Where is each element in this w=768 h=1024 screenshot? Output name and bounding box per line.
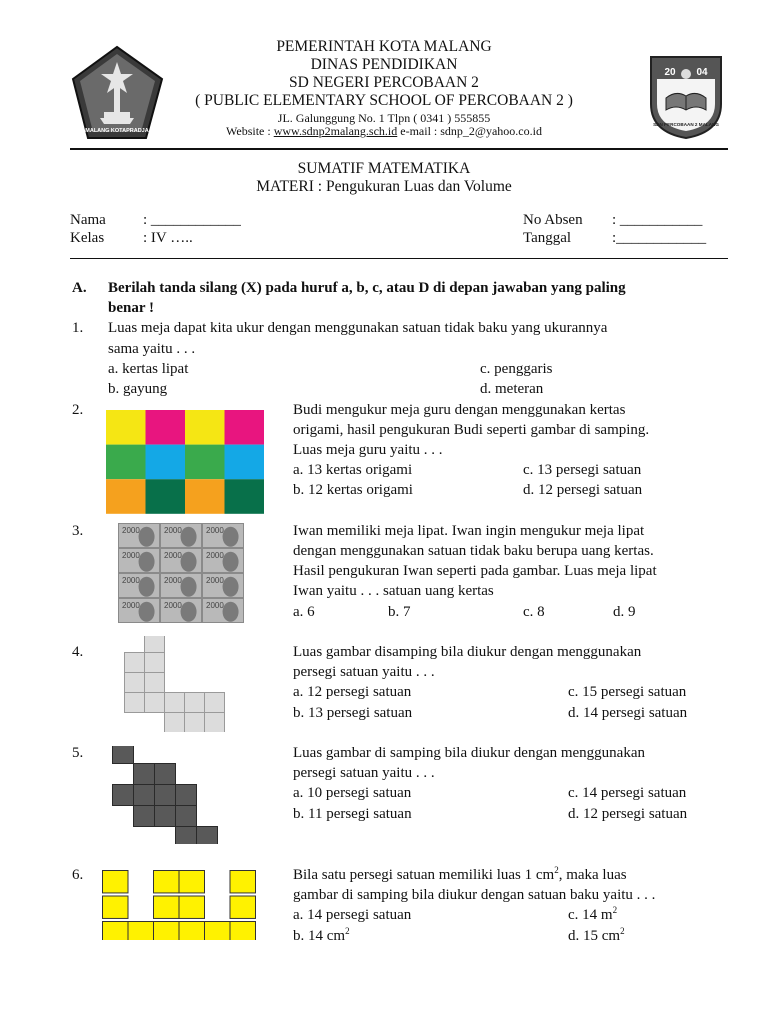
unit-square [154,896,180,918]
unit-square [134,785,155,806]
unit-square [113,785,134,806]
banknote-value: 2000 [122,601,140,610]
left-logo-caption: MALANG KOTAPRADJA [85,128,149,134]
origami-paper [146,445,186,480]
q4-option-a[interactable]: a. 12 persegi satuan [293,684,412,700]
unit-square [230,922,256,941]
banknote-portrait [139,602,155,622]
q3-number: 3. [72,523,84,539]
unit-square [154,871,180,893]
unit-square [145,693,165,713]
absen-field[interactable]: : ___________ [612,212,703,228]
unit-square [185,713,205,733]
q5-text-1: Luas gambar di samping bila diukur dengan menggunakan [293,745,645,761]
unit-square [176,827,197,845]
q6-text-1 [293,865,627,886]
unit-square [176,806,197,827]
q6-option-a[interactable]: a. 14 persegi satuan [293,907,412,923]
tanggal-field[interactable]: :____________ [612,230,707,246]
absen-label: No Absen [523,212,583,228]
q2-option-c[interactable]: c. 13 persegi satuan [523,462,642,478]
header-gov: PEMERINTAH KOTA MALANG [276,38,492,55]
q5-number: 5. [72,745,84,761]
q5-option-d[interactable]: d. 12 persegi satuan [568,806,688,822]
unit-square [205,693,225,713]
q5-option-c[interactable]: c. 14 persegi satuan [568,785,687,801]
origami-paper [106,479,146,514]
unit-square [128,922,154,941]
unit-square [113,746,134,764]
origami-paper [146,479,186,514]
unit-square [145,673,165,693]
banknote-portrait [139,552,155,572]
section-instruction-2: benar ! [108,300,154,316]
banknote-portrait [223,577,239,597]
unit-square [165,693,185,713]
unit-square [230,896,256,918]
unit-square [125,673,145,693]
q3-text-1: Iwan memiliki meja lipat. Iwan ingin mengukur meja lipat [293,523,645,539]
light-gray-shape-figure [124,636,230,732]
q6-option-b-sup: 2 [345,926,350,936]
q4-option-c[interactable]: c. 15 persegi satuan [568,684,687,700]
origami-paper [185,479,225,514]
q3-option-b[interactable]: b. 7 [388,604,411,620]
form-divider [70,258,728,259]
unit-square [103,922,129,941]
unit-square [179,922,205,941]
unit-square [125,653,145,673]
unit-square [154,922,180,941]
unit-square [230,871,256,893]
q3-text-2: dengan menggunakan satuan tidak baku berupa uang kertas. [293,543,654,559]
unit-square [103,871,129,893]
q6-option-c-sup: 2 [612,905,618,915]
banknote-portrait [223,552,239,572]
origami-paper [225,445,265,480]
banknote-value: 2000 [206,526,224,535]
q6-option-c-text: c. 14 m [568,907,613,923]
unit-square [145,653,165,673]
q1-option-d[interactable]: d. meteran [480,381,544,397]
origami-grid-figure [106,410,264,514]
unit-square [205,713,225,733]
logo-year-left: 20 [664,67,676,78]
q6-text-1-main: Bila satu persegi satuan memiliki luas 1 cm [293,867,555,883]
q1-text-2: sama yaitu . . . [108,341,196,357]
unit-square [205,922,231,941]
origami-paper [185,445,225,480]
yellow-shape-figure [102,870,258,940]
banknote-portrait [223,527,239,547]
nama-label: Nama [70,212,106,228]
banknote-value: 2000 [122,551,140,560]
header-divider [70,148,728,150]
q3-text-4: Iwan yaitu . . . satuan uang kertas [293,583,494,599]
q3-option-d[interactable]: d. 9 [613,604,636,620]
unit-square [145,636,165,653]
unit-square [176,785,197,806]
website-link[interactable]: www.sdnp2malang.sch.id [273,124,398,138]
q2-text-2: origami, hasil pengukuran Budi seperti gambar di samping. [293,422,650,438]
tanggal-label: Tanggal [523,230,572,246]
exam-title: SUMATIF MATEMATIKA [297,160,471,177]
banknote-portrait [181,577,197,597]
header-school-en: ( PUBLIC ELEMENTARY SCHOOL OF PERCOBAAN 2 ) [195,92,573,109]
unit-square [103,896,129,918]
unit-square [134,806,155,827]
banknote-value: 2000 [206,601,224,610]
unit-square [185,693,205,713]
unit-square [134,764,155,785]
header-address: JL. Galunggung No. 1 Tlpn ( 0341 ) 555855 [277,111,491,125]
q6-option-b[interactable] [293,926,350,947]
origami-paper [225,410,265,445]
unit-square [155,785,176,806]
unit-square [155,764,176,785]
section-label: A. [72,280,87,296]
q6-option-c[interactable] [568,905,617,926]
header-school: SD NEGERI PERCOBAAN 2 [289,74,479,91]
q6-text-1-end: , maka luas [558,867,627,883]
unit-square [155,806,176,827]
banknote-value: 2000 [122,526,140,535]
q6-option-d[interactable] [568,926,625,947]
q4-option-d[interactable]: d. 14 persegi satuan [568,705,688,721]
origami-paper [146,410,186,445]
q6-text-2: gambar di samping bila diukur dengan satuan baku yaitu . . . [293,887,656,903]
kelas-label: Kelas [70,230,105,246]
q5-text-2: persegi satuan yaitu . . . [293,765,435,781]
banknote-value: 2000 [164,601,182,610]
logo-year-right: 04 [696,67,708,78]
unit-square [125,693,145,713]
q3-option-a[interactable]: a. 6 [293,604,315,620]
q6-text-1-sup: 2 [554,865,559,875]
origami-paper [225,479,265,514]
unit-square [197,827,218,845]
unit-square [179,871,205,893]
q4-number: 4. [72,644,84,660]
q5-option-a[interactable]: a. 10 persegi satuan [293,785,412,801]
banknote-grid-figure [118,523,244,623]
q3-text-3: Hasil pengukuran Iwan seperti pada gambar. Luas meja lipat [293,563,657,579]
origami-paper [106,410,146,445]
origami-paper [106,445,146,480]
q4-text-2: persegi satuan yaitu . . . [293,664,435,680]
banknote-portrait [181,552,197,572]
q3-option-c[interactable]: c. 8 [523,604,545,620]
q1-option-a[interactable]: a. kertas lipat [108,361,189,377]
q5-option-b[interactable]: b. 11 persegi satuan [293,806,412,822]
banknote-portrait [139,527,155,547]
header-dept: DINAS PENDIDIKAN [310,56,458,73]
banknote-portrait [181,527,197,547]
q2-text-1: Budi mengukur meja guru dengan menggunakan kertas [293,402,626,418]
q1-option-c[interactable]: c. penggaris [480,361,553,377]
q2-option-d[interactable]: d. 12 persegi satuan [523,482,643,498]
banknote-value: 2000 [164,526,182,535]
website-label: Website : [226,124,274,138]
q6-option-b-text: b. 14 cm [293,928,346,944]
banknote-portrait [181,602,197,622]
nama-field[interactable]: : ____________ [143,212,241,228]
banknote-portrait [223,602,239,622]
origami-paper [185,410,225,445]
header-contact [0,122,768,140]
q1-number: 1. [72,320,84,336]
unit-square [179,896,205,918]
email-text: e-mail : sdnp_2@yahoo.co.id [397,124,542,138]
q2-text-3: Luas meja guru yaitu . . . [293,442,443,458]
banknote-value: 2000 [164,551,182,560]
banknote-value: 2000 [164,576,182,585]
q1-text-1: Luas meja dapat kita ukur dengan menggunakan satuan tidak baku yang ukurannya [108,320,608,336]
logo-caption: SDN PERCOBAAN 2 MALANG [653,122,719,127]
banknote-portrait [139,577,155,597]
q6-number: 6. [72,867,84,883]
q1-option-b[interactable]: b. gayung [108,381,168,397]
section-instruction-1: Berilah tanda silang (X) pada huruf a, b, c, atau D di depan jawaban yang paling [108,280,626,296]
exam-subject: MATERI : Pengukuran Luas dan Volume [256,178,512,195]
dark-gray-shape-figure [112,746,220,844]
banknote-value: 2000 [122,576,140,585]
q2-option-b[interactable]: b. 12 kertas origami [293,482,413,498]
unit-square [165,713,185,733]
kelas-field[interactable]: : IV ….. [143,230,193,246]
q6-option-d-sup: 2 [620,926,625,936]
banknote-value: 2000 [206,576,224,585]
q6-option-d-text: d. 15 cm [568,928,621,944]
q2-option-a[interactable]: a. 13 kertas origami [293,462,413,478]
banknote-value: 2000 [206,551,224,560]
q2-number: 2. [72,402,84,418]
q4-text-1: Luas gambar disamping bila diukur dengan menggunakan [293,644,642,660]
q4-option-b[interactable]: b. 13 persegi satuan [293,705,413,721]
